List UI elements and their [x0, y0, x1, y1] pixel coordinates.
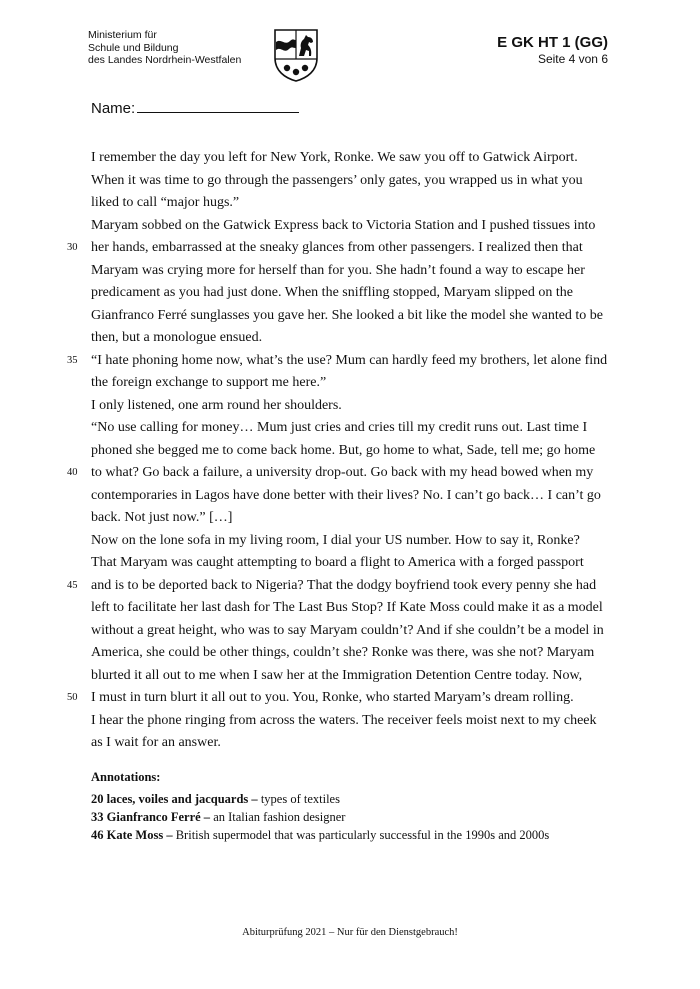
line-text: liked to call “major hugs.” [91, 195, 240, 210]
annotations-heading: Annotations: [91, 770, 161, 784]
text-line [91, 260, 631, 283]
line-text: “No use calling for money… Mum just cries and cries till my credit runs out. Last time I [91, 420, 588, 435]
ministry-name [88, 29, 241, 67]
name-blank-line[interactable] [137, 98, 299, 113]
line-text: her hands, embarrassed at the sneaky glances from other passengers. I realized then that [91, 240, 583, 255]
line-text: Now on the lone sofa in my living room, I dial your US number. How to say it, Ronke? [91, 532, 580, 548]
line-text: blurted it all out to me when I saw her at the Immigration Detention Centre today. Now, [91, 667, 583, 683]
name-label: Name: [91, 100, 136, 117]
text-line [91, 620, 631, 643]
line-text: I must in turn blurt it all out to you. You, Ronke, who started Maryam’s dream rolling. [91, 690, 574, 705]
text-line [91, 665, 631, 688]
line-text: Maryam was crying more for herself than for you. She hadn’t found a way to escape her [91, 262, 585, 278]
text-line [91, 530, 631, 553]
line-number: 40 [67, 467, 78, 478]
text-line [91, 215, 631, 238]
line-number: 50 [67, 692, 78, 703]
text-line [91, 282, 631, 305]
annotation-desc: an Italian fashion designer [210, 810, 346, 824]
text-line [91, 642, 631, 665]
text-line [91, 440, 631, 463]
line-text: left to facilitate her last dash for The Last Bus Stop? If Kate Moss could make it as a model [91, 600, 603, 615]
line-number: 35 [67, 354, 78, 366]
text-line [91, 395, 631, 418]
ministry-line: des Landes Nordrhein-Westfalen [88, 54, 242, 66]
line-text: as I wait for an answer. [91, 735, 221, 750]
annotation-item [91, 826, 549, 844]
line-text: That Maryam was caught attempting to board a flight to America with a forged passport [91, 555, 584, 570]
annotation-term: 33 Gianfranco Ferré – [91, 810, 211, 824]
line-text: When it was time to go through the passengers’ only gates, you wrapped us in what you [91, 172, 583, 188]
exam-code: E GK HT 1 (GG) [497, 34, 608, 51]
annotations [91, 768, 549, 844]
annotation-item [91, 808, 549, 826]
annotation-item [91, 790, 549, 808]
line-text: Maryam sobbed on the Gatwick Express back to Victoria Station and I pushed tissues into [91, 217, 596, 233]
line-text: contemporaries in Lagos have done better with their lives? No. I can’t go back… I can’t go [91, 487, 601, 503]
text-line [91, 552, 631, 575]
line-text: America, she could be other things, couldn’t she? Ronke was there, was she not? Maryam [91, 645, 595, 660]
line-number: 30 [67, 242, 78, 253]
line-text: without a great height, who was to say Maryam couldn’t? And if she couldn’t be a model in [91, 622, 604, 638]
text-line [67, 237, 631, 260]
line-text: I only listened, one arm round her shoulders. [91, 397, 342, 413]
text-line [91, 732, 631, 755]
text-line [91, 147, 631, 170]
text-line [91, 327, 631, 350]
text-line [91, 597, 631, 620]
text-line [91, 372, 631, 395]
line-text: I hear the phone ringing from across the waters. The receiver feels moist next to my cheek [91, 712, 597, 728]
line-text: back. Not just now.” […] [91, 510, 233, 525]
annotation-desc: types of textiles [257, 792, 340, 806]
line-text: I remember the day you left for New York, Ronke. We saw you off to Gatwick Airport. [91, 150, 578, 165]
text-line [91, 507, 631, 530]
line-text: predicament as you had just done. When the sniffling stopped, Maryam slipped on the [91, 285, 573, 300]
story-text [67, 147, 631, 755]
line-text: and is to be deported back to Nigeria? That the dodgy boyfriend took every penny she had [91, 577, 597, 593]
annotation-desc: British supermodel that was particularly successful in the 1990s and 2000s [172, 828, 550, 842]
text-line [91, 170, 631, 193]
annotation-term: 20 laces, voiles and jacquards – [91, 792, 258, 806]
text-line [91, 417, 631, 440]
page-footer: Abiturprüfung 2021 – Nur für den Dienstgebrauch! [242, 927, 458, 938]
line-number: 45 [67, 579, 78, 591]
text-line [67, 575, 631, 598]
page-number: Seite 4 von 6 [537, 52, 608, 66]
text-line [67, 462, 631, 485]
line-text: then, but a monologue ensued. [91, 330, 263, 345]
text-line [67, 350, 631, 373]
ministry-line: Ministerium für [88, 29, 157, 41]
text-line [91, 192, 631, 215]
line-text: Gianfranco Ferré sunglasses you gave her. She looked a bit like the model she wanted to be [91, 307, 604, 323]
text-line [67, 687, 631, 710]
line-text: the foreign exchange to support me here.” [91, 375, 327, 390]
line-text: phoned she begged me to come back home. But, go home to what, Sade, tell me; go home [91, 442, 596, 458]
name-field [91, 98, 299, 118]
text-line [91, 485, 631, 508]
ministry-line: Schule und Bildung [88, 41, 179, 54]
line-text: “I hate phoning home now, what’s the use? Mum can hardly feed my brothers, let alone find [91, 352, 608, 368]
text-line [91, 710, 631, 733]
nrw-coat-of-arms-icon [272, 28, 320, 82]
line-text: to what? Go back a failure, a university drop-out. Go back with my head bowed when my [91, 465, 594, 480]
text-line [91, 305, 631, 328]
annotation-term: 46 Kate Moss – [91, 828, 173, 842]
